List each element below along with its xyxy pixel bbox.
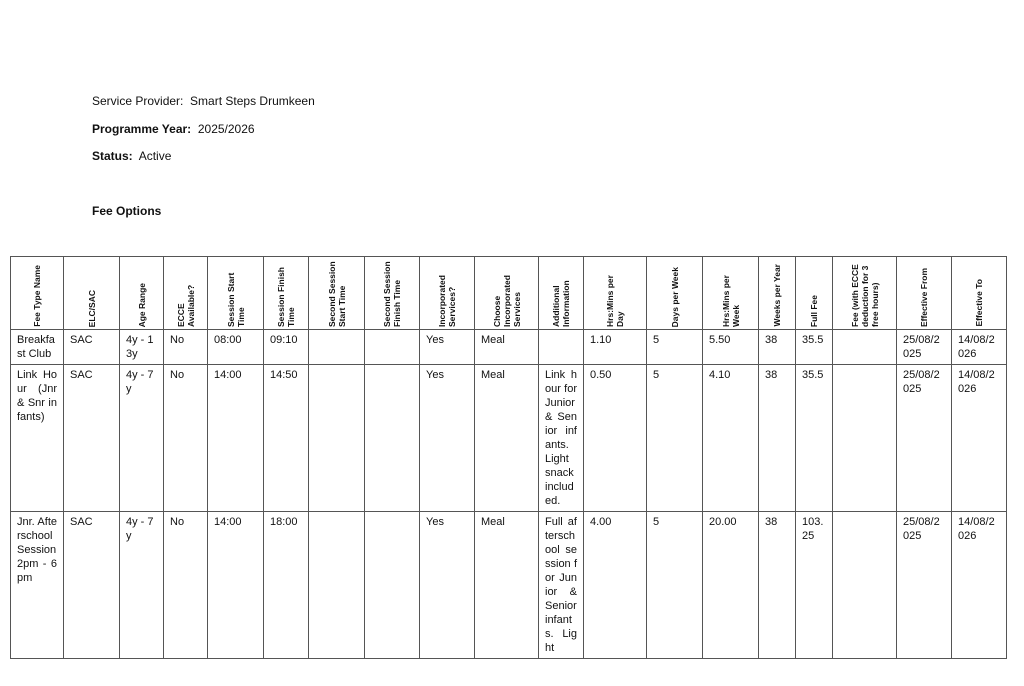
column-header — [420, 257, 475, 330]
table-cell: Meal — [475, 330, 539, 365]
column-header-label: Fee Type Name — [32, 265, 42, 327]
column-header-label: Days per Week — [669, 266, 680, 327]
table-cell: 14:00 — [208, 365, 264, 512]
table-cell — [365, 365, 420, 512]
table-cell: Meal — [475, 365, 539, 512]
table-cell: 1.10 — [584, 330, 647, 365]
column-header-label: Hrs:Mins per Week — [720, 275, 741, 327]
table-cell: 14/08/2026 — [952, 512, 1007, 659]
table-cell — [309, 512, 365, 659]
table-cell: 4y - 7y — [120, 512, 164, 659]
table-cell: 14/08/2026 — [952, 365, 1007, 512]
status-value: Active — [138, 149, 172, 163]
column-header-label: Additional Information — [551, 280, 571, 327]
table-cell — [833, 512, 897, 659]
table-cell: 38 — [759, 512, 796, 659]
table-cell: 38 — [759, 365, 796, 512]
programme-year-line — [92, 122, 255, 136]
table-cell: Link Hour (Jnr & Snr infants) — [11, 365, 64, 512]
table-cell — [539, 330, 584, 365]
status-label: Status: — [92, 149, 133, 163]
table-cell: Breakfast Club — [11, 330, 64, 365]
table-cell: 5.50 — [703, 330, 759, 365]
column-header — [759, 257, 796, 330]
table-cell: 25/08/2025 — [897, 330, 952, 365]
table-cell: 4.10 — [703, 365, 759, 512]
table-cell: 14:00 — [208, 512, 264, 659]
column-header — [475, 257, 539, 330]
column-header — [11, 257, 64, 330]
programme-year-value: 2025/2026 — [197, 122, 255, 136]
column-header — [796, 257, 833, 330]
table-cell: 5 — [647, 365, 703, 512]
column-header — [120, 257, 164, 330]
table-cell: No — [164, 330, 208, 365]
column-header-label: ECCE Available? — [175, 284, 196, 327]
table-cell: 103.25 — [796, 512, 833, 659]
column-header-label: Effective To — [974, 279, 984, 327]
column-header-label: Session Finish Time — [276, 267, 296, 327]
table-cell: 5 — [647, 512, 703, 659]
column-header-label: Hrs:Mins per Day — [605, 275, 625, 327]
column-header — [309, 257, 365, 330]
column-header — [64, 257, 120, 330]
service-provider-line — [92, 94, 315, 108]
table-cell: 08:00 — [208, 330, 264, 365]
table-cell: 4.00 — [584, 512, 647, 659]
column-header-label: ELC/SAC — [86, 289, 97, 327]
column-header-label: Full Fee — [809, 294, 819, 327]
column-header — [164, 257, 208, 330]
table-cell — [365, 330, 420, 365]
table-cell: Yes — [420, 330, 475, 365]
table-cell: Full afterschool session for Junior & Senior infants. Light — [539, 512, 584, 659]
table-cell — [365, 512, 420, 659]
table-cell — [833, 330, 897, 365]
table-cell: 0.50 — [584, 365, 647, 512]
column-header — [264, 257, 309, 330]
table-header-row — [11, 257, 1007, 330]
table-cell: SAC — [64, 365, 120, 512]
table-cell: 09:10 — [264, 330, 309, 365]
service-provider-value: Smart Steps Drumkeen — [190, 94, 315, 108]
column-header-label: Second Session Start Time — [326, 261, 347, 327]
column-header — [208, 257, 264, 330]
table-cell: 35.5 — [796, 330, 833, 365]
service-provider-label: Service Provider: — [92, 94, 184, 108]
column-header-label: Choose Incorporated Services — [491, 275, 522, 327]
column-header — [897, 257, 952, 330]
fee-options-heading: Fee Options — [92, 204, 162, 218]
table-cell: 4y - 13y — [120, 330, 164, 365]
programme-year-label: Programme Year: — [92, 122, 192, 136]
column-header — [584, 257, 647, 330]
column-header — [539, 257, 584, 330]
table-cell: 38 — [759, 330, 796, 365]
table-row — [11, 330, 1007, 365]
table-cell: 14/08/2026 — [952, 330, 1007, 365]
table-cell: Yes — [420, 512, 475, 659]
column-header-label: Weeks per Year — [772, 264, 782, 327]
table-cell: 14:50 — [264, 365, 309, 512]
table-cell: 35.5 — [796, 365, 833, 512]
status-line — [92, 149, 171, 163]
table-cell: Link hour for Junior & Senior infants. Light snack included. — [539, 365, 584, 512]
column-header — [647, 257, 703, 330]
column-header-label: Effective From — [919, 267, 929, 327]
table-cell: Yes — [420, 365, 475, 512]
fee-options-table — [10, 256, 1007, 659]
table-body — [11, 330, 1007, 659]
column-header — [833, 257, 897, 330]
table-cell: No — [164, 365, 208, 512]
table-cell: Jnr. Afterschool Session 2pm - 6pm — [11, 512, 64, 659]
column-header-label: Second Session Finish Time — [382, 261, 402, 327]
column-header-label: Fee (with ECCE deduction for 3 free hours) — [849, 264, 880, 327]
table-cell: SAC — [64, 512, 120, 659]
table-cell: SAC — [64, 330, 120, 365]
table-row — [11, 512, 1007, 659]
column-header — [952, 257, 1007, 330]
table-cell — [833, 365, 897, 512]
column-header — [703, 257, 759, 330]
table-cell: Meal — [475, 512, 539, 659]
table-cell — [309, 330, 365, 365]
table-cell: 18:00 — [264, 512, 309, 659]
table-cell: 25/08/2025 — [897, 512, 952, 659]
column-header-label: Session Start Time — [225, 272, 246, 327]
table-cell: 20.00 — [703, 512, 759, 659]
table-cell — [309, 365, 365, 512]
table-cell: No — [164, 512, 208, 659]
column-header-label: Incorporated Services? — [437, 275, 457, 327]
column-header — [365, 257, 420, 330]
column-header-label: Age Range — [136, 282, 147, 327]
table-cell: 25/08/2025 — [897, 365, 952, 512]
table-cell: 4y - 7y — [120, 365, 164, 512]
table-cell: 5 — [647, 330, 703, 365]
table-row — [11, 365, 1007, 512]
